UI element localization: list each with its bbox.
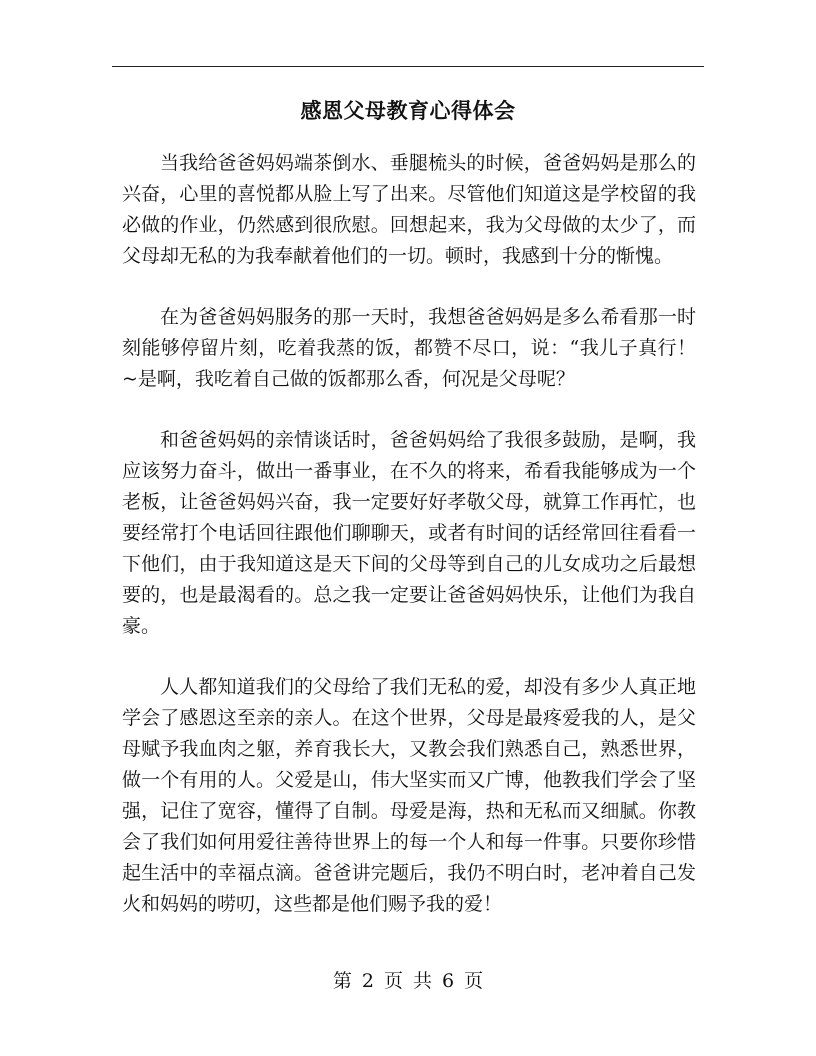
- document-body: [122, 148, 696, 950]
- paragraph-4: 人人都知道我们的父母给了我们无私的爱，却没有多少人真正地学会了感恩这至亲的亲人。在这个世界，父母是最疼爱我的人，是父母赋予我血肉之躯，养育我长大，又教会我们熟悉自己，熟悉世界，做一个有用的人。父爱是山，伟大坚实而又广博，他教我们学会了坚强，记住了宽容，懂得了自制。母爱是海，热和无私而又细腻。你教会了我们如何用爱往善待世界上的每一个人和每一件事。只要你珍惜起生活中的幸福点滴。爸爸讲完题后，我仍不明白时，老冲着自己发火和妈妈的唠叨，这些都是他们赐予我的爱！: [122, 676, 696, 915]
- paragraph-2: 在为爸爸妈妈服务的那一天时，我想爸爸妈妈是多么希看那一时刻能够停留片刻，吃着我蒸的饭，都赞不尽口，说：“我儿子真行！~是啊，我吃着自己做的饭都那么香，何况是父母呢？: [122, 306, 696, 390]
- paragraph-1: 当我给爸爸妈妈端茶倒水、垂腿梳头的时候，爸爸妈妈是那么的兴奋，心里的喜悦都从脸上写了出来。尽管他们知道这是学校留的我必做的作业，仍然感到很欣慰。回想起来，我为父母做的太少了，而父母却无私的为我奉献着他们的一切。顿时，我感到十分的惭愧。: [122, 152, 696, 267]
- document-title: 感恩父母教育心得体会: [300, 98, 516, 123]
- page-number-footer: 第 2 页 共 6 页: [332, 970, 484, 992]
- paragraph-3: 和爸爸妈妈的亲情谈话时，爸爸妈妈给了我很多鼓励，是啊，我应该努力奋斗，做出一番事业，在不久的将来，希看我能够成为一个老板，让爸爸妈妈兴奋，我一定要好好孝敬父母，就算工作再忙，也要经常打个电话回往跟他们聊聊天，或者有时间的话经常回往看看一下他们，由于我知道这是天下间的父母等到自己的儿女成功之后最想要的，也是最渴看的。总之我一定要让爸爸妈妈快乐，让他们为我自豪。: [122, 429, 696, 637]
- header-rule: [112, 66, 704, 67]
